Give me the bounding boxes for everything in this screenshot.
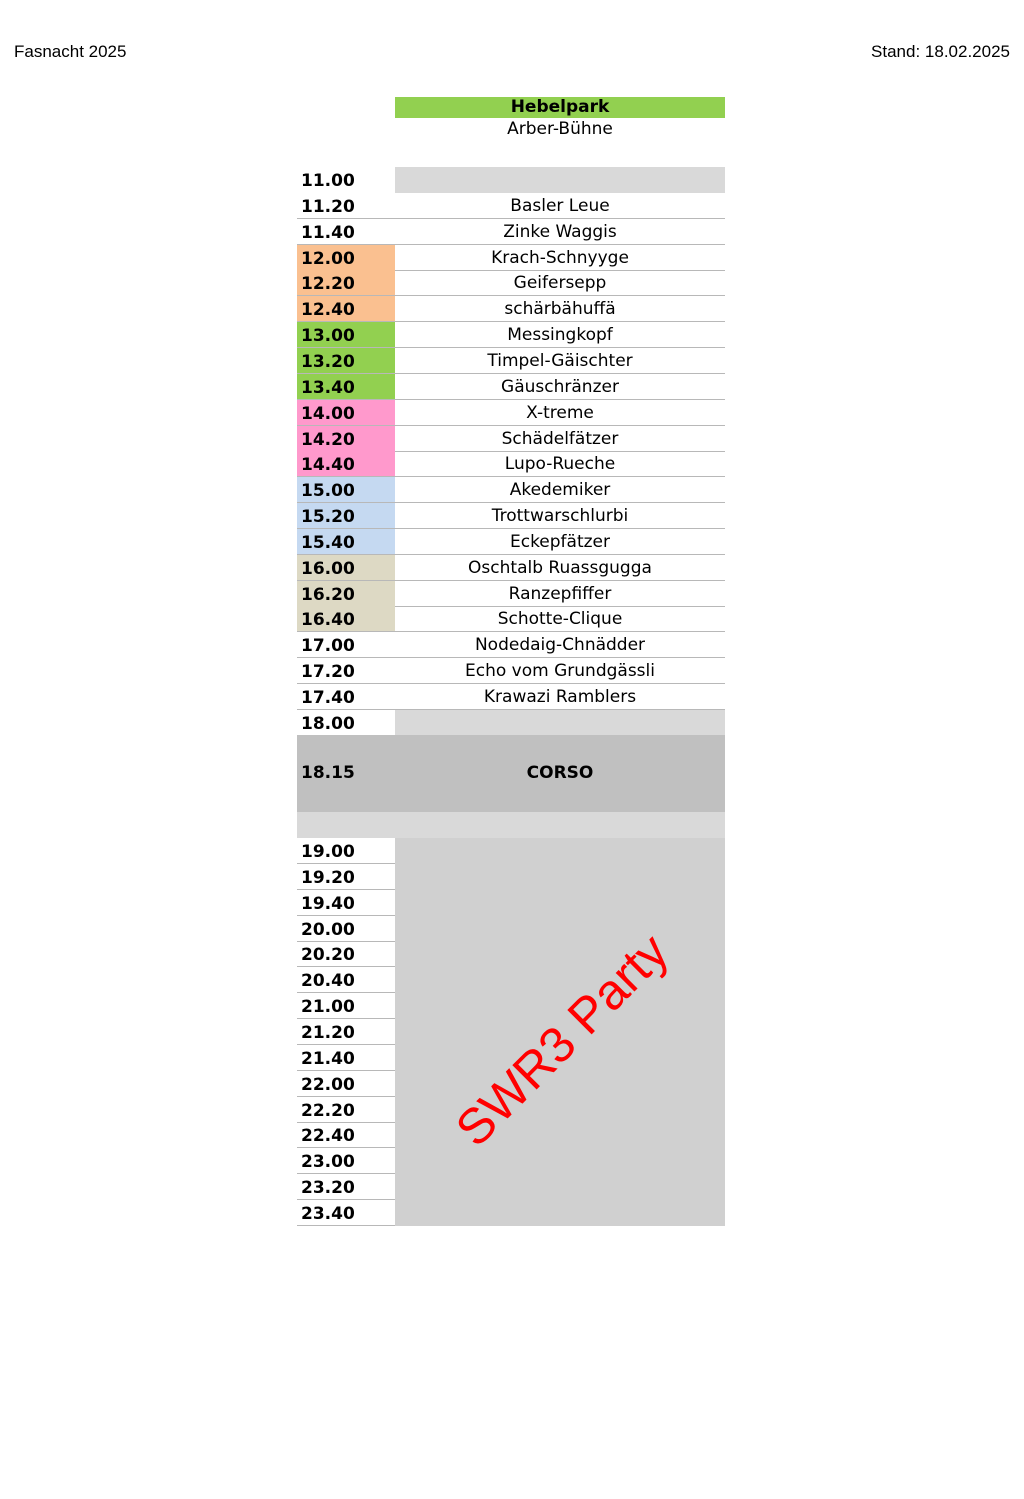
schedule-row [297,400,725,426]
schedule-row [297,658,725,684]
time-cell: 13.00 [297,322,395,348]
schedule-row [297,296,725,322]
evening-row [297,1122,395,1148]
evening-row [297,993,395,1019]
time-cell: 20.20 [301,945,355,966]
time-cell: 21.00 [301,997,355,1018]
time-cell: 11.20 [301,196,355,217]
act-cell: Eckepfätzer [509,531,611,552]
document-title: Fasnacht 2025 [14,42,127,61]
party-label: SWR3 Party [444,922,680,1158]
schedule-row [297,167,725,193]
time-cell: 23.00 [301,1152,355,1173]
schedule-row [297,555,725,581]
time-cell: 22.40 [301,1126,355,1147]
document-date: Stand: 18.02.2025 [871,42,1010,61]
evening-row [297,1045,395,1071]
evening-row [297,864,395,890]
evening-row [297,941,395,967]
act-cell: schärbähuffä [504,299,616,320]
time-cell: 15.40 [297,529,395,555]
evening-row [297,1019,395,1045]
corso-time: 18.15 [301,763,355,783]
schedule-row [297,374,725,400]
schedule-row [297,581,725,607]
time-cell: 19.40 [301,893,355,914]
schedule-row [297,426,725,452]
time-cell: 16.40 [297,606,395,632]
corso-label: CORSO [526,763,594,783]
time-cell: 21.20 [301,1022,355,1043]
time-cell: 21.40 [301,1048,355,1069]
schedule-row [297,503,725,529]
schedule-row [297,684,725,710]
time-cell: 16.00 [297,555,395,581]
corso-gap [297,812,725,838]
act-cell: Geifersepp [513,273,607,294]
act-cell: Krach-Schnyyge [491,247,629,268]
evening-row [297,1174,395,1200]
act-cell: Basler Leue [510,195,610,216]
act-cell: Nodedaig-Chnädder [474,635,646,656]
act-cell [395,167,725,193]
evening-row [297,838,395,864]
time-cell: 17.00 [301,636,355,657]
act-cell: Trottwarschlurbi [491,506,629,527]
act-cell [395,710,725,736]
act-cell: Ranzepfiffer [508,583,612,604]
act-cell: Lupo-Rueche [504,454,616,475]
act-cell: Krawazi Ramblers [483,687,637,707]
act-cell: Messingkopf [507,325,613,346]
stage-name: Arber-Bühne [507,119,613,139]
schedule-row [297,270,725,296]
evening-row [297,967,395,993]
time-cell: 14.20 [297,426,395,452]
act-cell: Akedemiker [509,480,611,501]
schedule-row [297,219,725,245]
act-cell: Zinke Waggis [503,221,617,242]
time-cell: 12.40 [297,296,395,322]
time-cell: 15.00 [297,477,395,503]
time-cell: 18.00 [301,713,355,734]
corso-row [297,735,725,812]
time-cell: 17.40 [301,688,355,708]
time-cell: 15.20 [297,503,395,529]
time-cell: 23.40 [301,1203,355,1224]
time-cell: 14.40 [297,451,395,477]
schedule-row [297,632,725,658]
time-cell: 19.00 [301,842,355,862]
evening-row [297,1200,395,1226]
time-cell: 20.40 [301,971,355,992]
evening-row [297,1148,395,1174]
evening-row [297,1071,395,1097]
act-cell: Schädelfätzer [501,428,619,449]
time-cell: 11.00 [301,171,355,191]
schedule-row [297,451,725,477]
schedule-row [297,193,725,219]
schedule-row [297,606,725,632]
act-cell: Gäuschränzer [501,376,619,397]
time-cell: 13.20 [297,348,395,374]
time-cell: 13.40 [297,374,395,400]
venue-name: Hebelpark [395,97,725,118]
time-cell: 14.00 [297,400,395,426]
time-cell: 11.40 [301,222,355,243]
time-cell: 22.20 [301,1100,355,1121]
schedule-row [297,477,725,503]
time-cell: 19.20 [301,867,355,888]
time-cell: 12.20 [297,270,395,296]
act-cell: X-treme [526,402,594,423]
time-cell: 20.00 [301,919,355,940]
act-cell: Timpel-Gäischter [487,350,633,371]
time-cell: 16.20 [297,581,395,607]
act-cell: Oschtalb Ruassgugga [468,557,652,578]
evening-row [297,1097,395,1123]
time-cell: 22.00 [301,1074,355,1095]
time-cell: 17.20 [301,662,355,683]
act-cell: Schotte-Clique [497,609,623,630]
schedule-row [297,348,725,374]
act-cell: Echo vom Grundgässli [465,661,655,682]
schedule-row [297,322,725,348]
time-cell: 23.20 [301,1178,355,1199]
evening-row [297,916,395,942]
schedule-row [297,245,725,271]
time-cell: 12.00 [297,245,395,271]
schedule-row [297,529,725,555]
evening-row [297,890,395,916]
schedule-row [297,710,725,736]
